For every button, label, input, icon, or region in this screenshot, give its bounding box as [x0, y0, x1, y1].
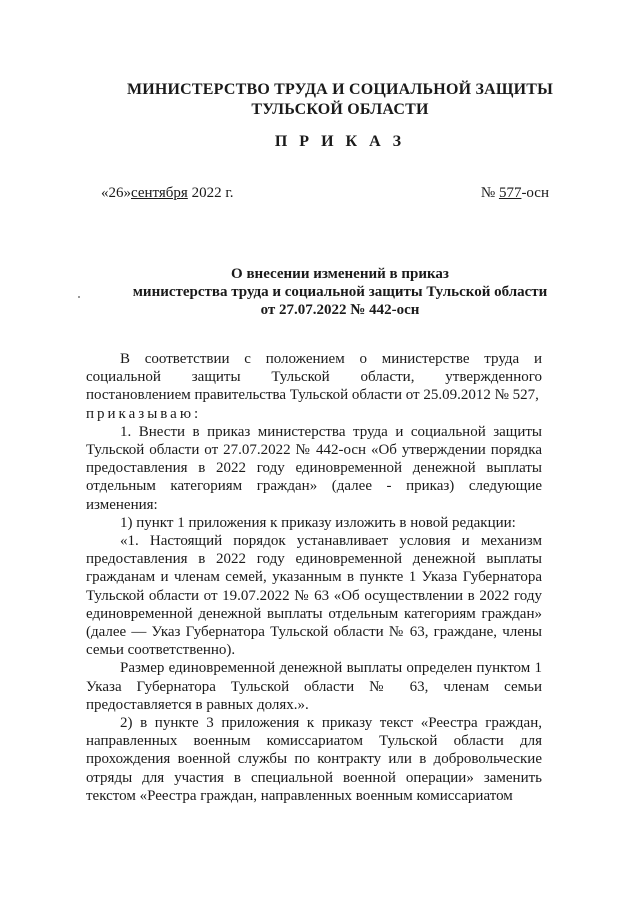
ministry-line-1: МИНИСТЕРСТВО ТРУДА И СОЦИАЛЬНОЙ ЗАЩИТЫ: [126, 81, 554, 98]
quote-paragraph-2: Размер единовременной денежной выплаты определен пунктом 1 Указа Губернатора Тульской области № 63, членам семьи предоставляется в равных долях.».: [86, 660, 542, 713]
date-year: 2022 г.: [187, 185, 234, 201]
ministry-name: [90, 80, 590, 120]
date-month: сентября: [131, 185, 188, 201]
subject-line-3: от 27.07.2022 № 442-осн: [260, 302, 420, 318]
orders-word: приказываю:: [86, 405, 202, 422]
order-number: [481, 185, 549, 202]
quote-paragraph-1: «1. Настоящий порядок устанавливает условия и механизм предоставления в 2022 году единовременной денежной выплаты гражданам и членам семей, указанным в пункте 1 Указа Губернатора Тульской области от 19.07.2022 № 63 «Об осуществлении в 2022 году единовременной денежной выплаты отдельным категориям граждан» (далее — Указ Губернатора Тульской области № 63, граждане, члены семьи соответственно).: [86, 533, 542, 659]
ministry-line-2: ТУЛЬСКОЙ ОБЛАСТИ: [251, 101, 429, 118]
item-1-paragraph: 1. Внести в приказ министерства труда и социальной защиты Тульской области от 27.07.2022 № 442-осн «Об утверждении порядка предоставления в 2022 году единовременной денежной выплаты отдельным категориям граждан» (далее - приказ) следующие изменения:: [86, 423, 542, 513]
preamble-paragraph: В соответствии с положением о министерстве труда и социальной защиты Тульской области, утвержденного постановлением правительства Тульской области от 25.09.2012 № 527,: [86, 351, 542, 404]
number-prefix: №: [480, 185, 499, 201]
order-title: П Р И К А З: [274, 133, 406, 150]
subitem-1-paragraph: 1) пункт 1 приложения к приказу изложить в новой редакции:: [120, 514, 516, 531]
order-subject: [80, 265, 600, 319]
subject-line-2: министерства труда и социальной защиты Тульской области: [132, 284, 548, 300]
order-body: [86, 350, 542, 805]
subject-line-1: О внесении изменений в приказ: [231, 266, 449, 282]
subitem-2-paragraph: 2) в пункте 3 приложения к приказу текст «Реестра граждан, направленных военным комиссариатом Тульской области для прохождения военной службы по контракту или в добровольческие отряды для участия в специальной военной операции» заменить текстом «Реестра граждан, направленных военным комиссариатом: [86, 715, 542, 804]
number-value: 577: [498, 185, 522, 201]
order-date: [101, 185, 234, 202]
number-suffix: -осн: [521, 185, 549, 201]
date-day: «26»: [101, 185, 131, 201]
